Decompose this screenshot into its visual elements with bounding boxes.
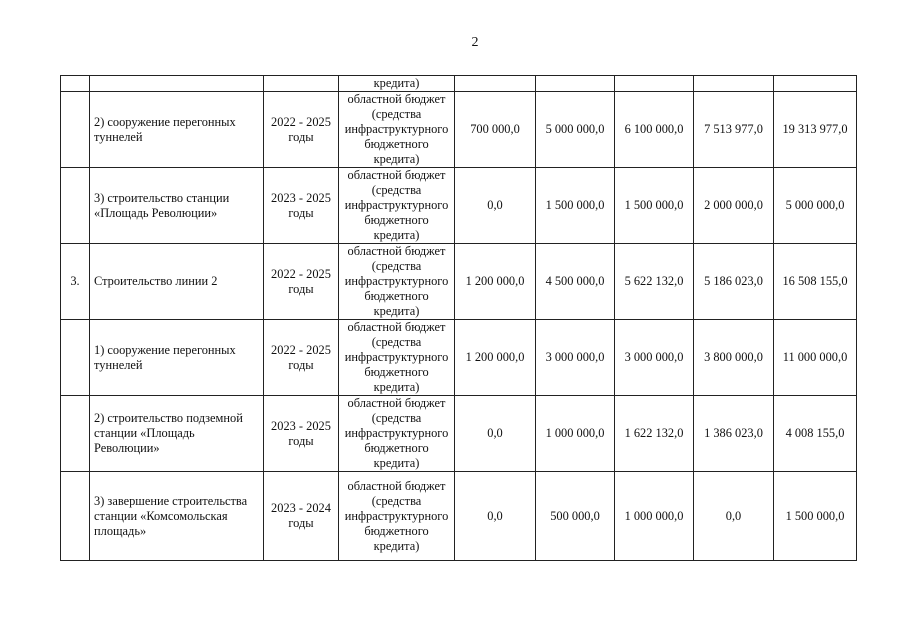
cell-value: 5 000 000,0 (774, 168, 857, 244)
cell-value: 4 008 155,0 (774, 396, 857, 472)
cell-value: 1 200 000,0 (455, 320, 536, 396)
cell-value: 0,0 (455, 396, 536, 472)
cell-num (61, 320, 90, 396)
cell-name: 1) сооружение перегонных туннелей (90, 320, 264, 396)
cell-source: кредита) (339, 76, 455, 92)
cell-source: областной бюджет (средства инфраструктурного бюджетного кредита) (339, 396, 455, 472)
cell-years: 2023 - 2025 годы (264, 396, 339, 472)
cell-name: 2) сооружение перегонных туннелей (90, 92, 264, 168)
cell-value: 1 500 000,0 (774, 472, 857, 561)
cell-num: 3. (61, 244, 90, 320)
cell-value: 1 622 132,0 (615, 396, 694, 472)
cell-years: 2022 - 2025 годы (264, 244, 339, 320)
cell-value: 700 000,0 (455, 92, 536, 168)
cell-value: 1 000 000,0 (615, 472, 694, 561)
cell-value: 0,0 (455, 472, 536, 561)
cell-value: 5 622 132,0 (615, 244, 694, 320)
cell-value: 7 513 977,0 (694, 92, 774, 168)
cell-value: 19 313 977,0 (774, 92, 857, 168)
table-row (61, 244, 857, 320)
table-row (61, 320, 857, 396)
cell-source: областной бюджет (средства инфраструктурного бюджетного кредита) (339, 244, 455, 320)
budget-table (60, 75, 857, 561)
cell-name: 3) завершение строительства станции «Комсомольская площадь» (90, 472, 264, 561)
cell-value (694, 76, 774, 92)
cell-value (774, 76, 857, 92)
cell-value: 0,0 (455, 168, 536, 244)
cell-value: 1 200 000,0 (455, 244, 536, 320)
cell-value: 1 500 000,0 (536, 168, 615, 244)
cell-value: 1 000 000,0 (536, 396, 615, 472)
table-row (61, 396, 857, 472)
cell-source: областной бюджет (средства инфраструктурного бюджетного кредита) (339, 168, 455, 244)
cell-years: 2022 - 2025 годы (264, 92, 339, 168)
page-number: 2 (471, 35, 479, 50)
cell-value: 5 186 023,0 (694, 244, 774, 320)
cell-value: 11 000 000,0 (774, 320, 857, 396)
cell-num (61, 396, 90, 472)
cell-num (61, 472, 90, 561)
cell-num (61, 76, 90, 92)
cell-value: 16 508 155,0 (774, 244, 857, 320)
cell-years: 2023 - 2025 годы (264, 168, 339, 244)
cell-name: 3) строительство станции «Площадь Революции» (90, 168, 264, 244)
cell-value: 1 386 023,0 (694, 396, 774, 472)
table-row (61, 92, 857, 168)
table-row (61, 472, 857, 561)
cell-value: 500 000,0 (536, 472, 615, 561)
cell-value (536, 76, 615, 92)
cell-years (264, 76, 339, 92)
cell-value (615, 76, 694, 92)
cell-value: 3 000 000,0 (536, 320, 615, 396)
cell-name (90, 76, 264, 92)
cell-source: областной бюджет (средства инфраструктурного бюджетного кредита) (339, 472, 455, 561)
cell-value: 0,0 (694, 472, 774, 561)
cell-value: 6 100 000,0 (615, 92, 694, 168)
cell-years: 2022 - 2025 годы (264, 320, 339, 396)
cell-value (455, 76, 536, 92)
cell-num (61, 168, 90, 244)
cell-name: Строительство линии 2 (90, 244, 264, 320)
cell-source: областной бюджет (средства инфраструктурного бюджетного кредита) (339, 320, 455, 396)
cell-value: 2 000 000,0 (694, 168, 774, 244)
table-body (61, 92, 857, 561)
cell-name: 2) строительство подземной станции «Площадь Революции» (90, 396, 264, 472)
cell-source: областной бюджет (средства инфраструктурного бюджетного кредита) (339, 92, 455, 168)
table-row (61, 168, 857, 244)
cell-value: 3 800 000,0 (694, 320, 774, 396)
cell-value: 4 500 000,0 (536, 244, 615, 320)
cell-value: 5 000 000,0 (536, 92, 615, 168)
cell-num (61, 92, 90, 168)
cell-value: 1 500 000,0 (615, 168, 694, 244)
cell-value: 3 000 000,0 (615, 320, 694, 396)
table-row-continuation (61, 76, 857, 92)
cell-years: 2023 - 2024 годы (264, 472, 339, 561)
